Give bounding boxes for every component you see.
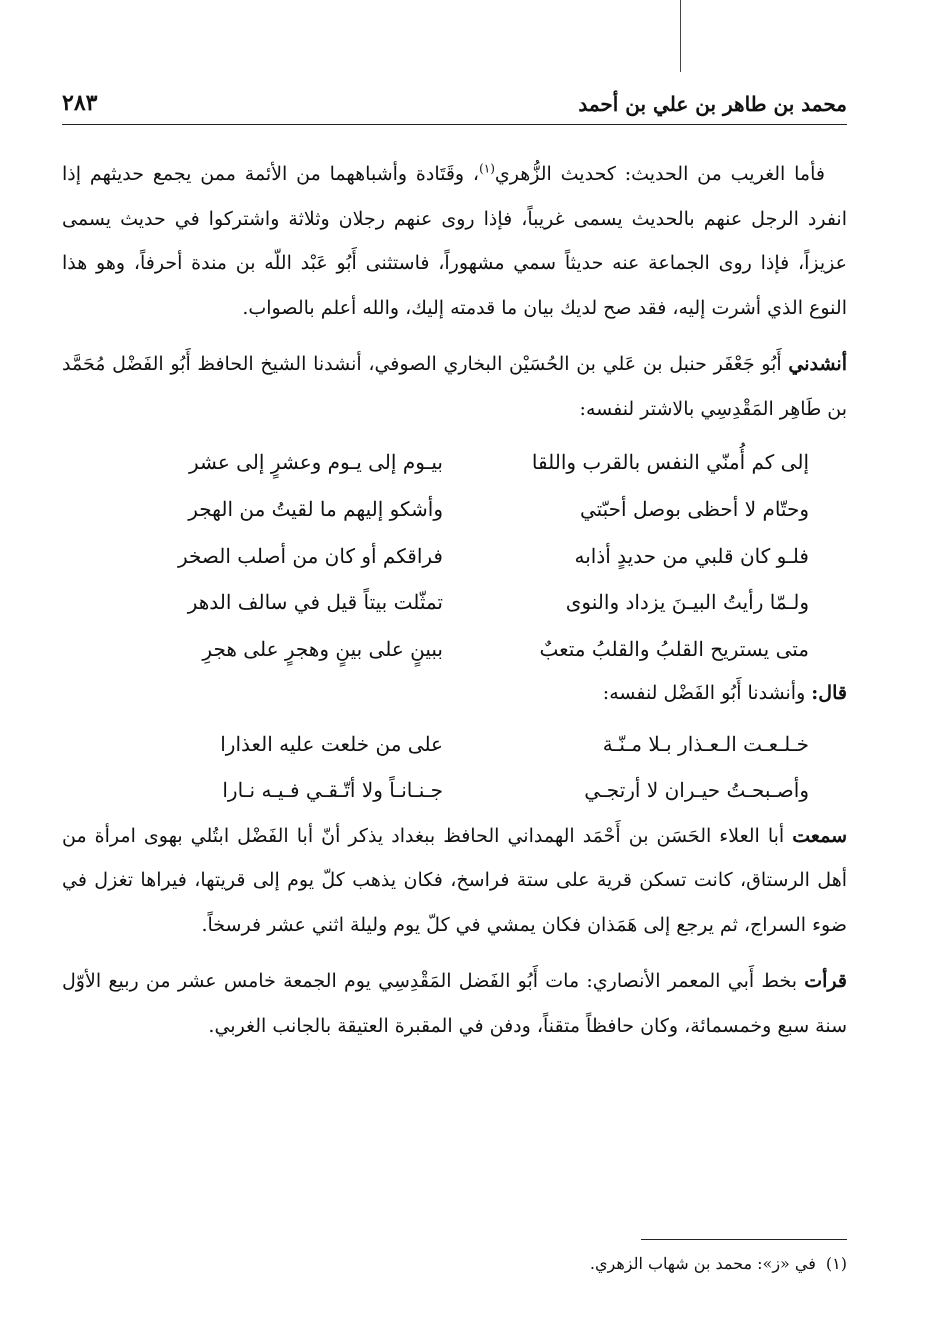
paragraph-text: بخط أَبي المعمر الأنصاري: مات أَبُو الفَضل المَقْدِسِي يوم الجمعة خامس عشر من ربيع الأوّل سنة سبع وخمسمائة، وكان حافظاً متقناً، ودفن في المقبرة العتيقة بالجانب الغربي. [62,970,847,1037]
verse-second-hemistich: بيـوم إلى يـوم وعشرٍ إلى عشر [188,450,443,475]
lead-word: قال: [811,682,847,705]
footnote-text: في «ز»: محمد بن شهاب الزهري. [589,1254,816,1273]
verse-first-hemistich: فلـو كان قلبي من حديدٍ أذابه [574,543,809,568]
verse-second-hemistich: ببينٍ على بينٍ وهجرٍ على هجرِ [202,637,443,662]
verse [62,720,847,767]
footnote-reference: (١) [479,161,495,176]
paragraph-anshadani [62,342,847,431]
running-title: محمد بن طاهر بن علي بن أحمد [578,92,847,116]
verse-second-hemistich: وأشكو إليهم ما لقيتُ من الهجر [188,497,443,522]
verse [62,439,847,486]
paragraph-qaraat [62,959,847,1048]
page-header [62,84,847,125]
verse [62,532,847,579]
verse [62,486,847,533]
paragraph-gharib [62,152,847,330]
page-number: ٢٨٣ [62,90,98,116]
verse-second-hemistich: تمثّلت بيتاً قيل في سالف الدهر [187,590,443,615]
paragraph-text: أبا العلاء الحَسَن بن أَحْمَد الهمداني الحافظ ببغداد يذكر أنّ أبا الفَضْل ابتُلي بهوى امرأة من أهل الرستاق، كانت تسكن قرية على ستة فراسخ، فكان يذهب كلّ يوم إلى قريتها، فيراها تغزل في ضوء السراج، ثم يرجع إلى هَمَذان فكان يمشي في كلّ يوم وليلة اثني عشر فرسخاً. [62,824,847,936]
verse-second-hemistich: فراقكم أو كان من أصلب الصخر [177,543,443,568]
paragraph-text-part2: ، وقَتَادة وأشباههما من الأئمة ممن يجمع حديثهم إذا انفرد الرجل عنهم بالحديث يسمى غريباً، فإذا روى عنهم رجلان وثلاثة واشتركوا في حديث يسمى عزيزاً، فإذا روى الجماعة عنه حديثاً سمي مشهوراً، فاستثنى أَبُو عَبْد اللّه بن مندة أحرفاً، وهو هذا النوع الذي أشرت إليه، فقد صح لديك بيان ما قدمته إليك، والله أعلم بالصواب. [62,163,847,319]
verse-second-hemistich: على من خلعت عليه العذارا [220,731,443,756]
paragraph-text: أَبُو جَعْفَر حنبل بن عَلي بن الحُسَيْن البخاري الصوفي، أنشدنا الشيخ الحافظ أَبُو الفَضْل مُحَمَّد بن طَاهِر المَقْدِسِي بالاشتر لنفسه: [62,353,847,420]
lead-word: سمعت [792,824,847,847]
verse-first-hemistich: إلى كم أُمنّي النفس بالقرب واللقا [531,450,809,475]
verse [62,579,847,626]
page-body [62,152,847,1048]
paragraph-text-part1: فأما الغريب من الحديث: كحديث الزُّهري [494,163,825,185]
footnote [590,1254,847,1273]
lead-word: أنشدني [788,353,847,375]
paragraph-qal [62,672,847,714]
verse [62,626,847,673]
verse-first-hemistich: ولـمّا رأيتُ البيـنَ يزداد والنوى [565,590,809,615]
verse [62,767,847,814]
poem-two [62,720,847,813]
verse-first-hemistich: وأصـبحـتُ حيـران لا أرتجـي [584,778,809,803]
paragraph-text: وأنشدنا أَبُو الفَضْل لنفسه: [602,682,812,705]
verse-second-hemistich: جـنـانـاً ولا أتّـقـي فـيـه نـارا [222,778,443,803]
poem-one [62,439,847,672]
footnote-number: (١) [825,1254,847,1273]
verse-first-hemistich: وحتّام لا أحظى بوصل أحبّتي [579,497,809,522]
verse-first-hemistich: خـلـعـت الـعـذار بـلا مـنّـة [602,731,809,756]
page-fold-line [680,0,681,72]
paragraph-samiat [62,814,847,948]
verse-first-hemistich: متى يستريح القلبُ والقلبُ متعبٌ [539,637,809,662]
footnote-divider [641,1239,847,1240]
lead-word: قرأت [804,970,847,993]
